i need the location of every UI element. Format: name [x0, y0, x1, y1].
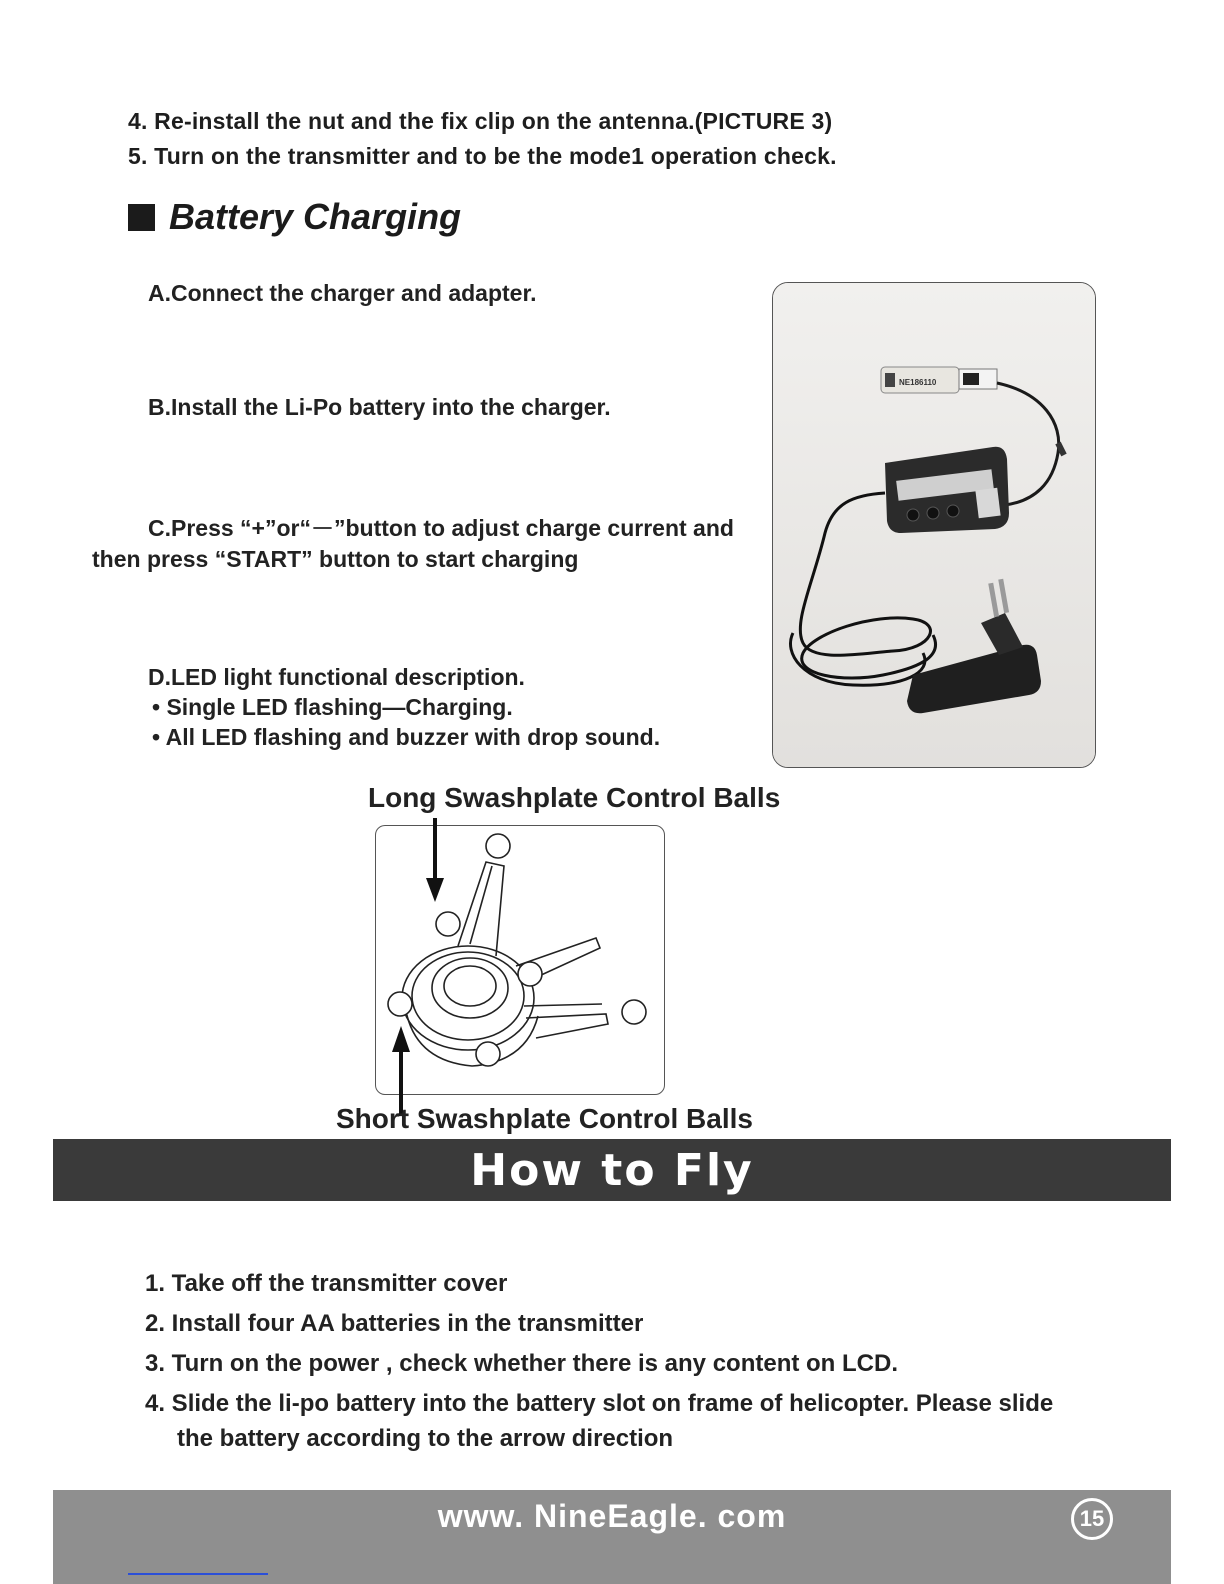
intro-step-5: 5. Turn on the transmitter and to be the mode1 operation check.: [128, 143, 837, 169]
short-swashplate-caption: Short Swashplate Control Balls: [336, 1103, 753, 1134]
charger-photo: [772, 282, 1096, 768]
square-bullet-icon: [128, 204, 155, 231]
short-ball-left: [388, 992, 412, 1016]
intro-step-4: 4. Re-install the nut and the fix clip on the antenna.(PICTURE 3): [128, 108, 833, 134]
charging-step-b: B.Install the Li-Po battery into the charger.: [148, 394, 611, 420]
charging-step-a: A.Connect the charger and adapter.: [148, 280, 537, 306]
how-to-fly-title: How to Fly: [470, 1144, 754, 1196]
page-number-badge: 15: [1071, 1498, 1113, 1540]
long-ball-top: [486, 834, 510, 858]
led-bullet-1: • Single LED flashing—Charging.: [152, 694, 513, 720]
website-url: www. NineEagle. com: [437, 1498, 787, 1534]
footer-bar: [53, 1490, 1171, 1584]
fly-step-4-continued: the battery according to the arrow direction: [177, 1425, 674, 1452]
fly-step-2: 2. Install four AA batteries in the transmitter: [145, 1310, 644, 1337]
fly-step-4: 4. Slide the li-po battery into the battery slot on frame of helicopter. Please slide: [145, 1390, 1054, 1417]
down-arrow-icon: [420, 818, 450, 904]
led-bullet-2: • All LED flashing and buzzer with drop sound.: [152, 724, 661, 750]
battery-label: NE186110: [899, 378, 937, 387]
swashplate-diagram: [375, 825, 665, 1095]
charging-step-c-line2: then press “START” button to start charging: [92, 546, 579, 572]
charging-step-d: D.LED light functional description.: [148, 664, 525, 690]
long-swashplate-caption: Long Swashplate Control Balls: [368, 782, 781, 813]
charger-illustration: [773, 283, 1095, 767]
how-to-fly-banner: [53, 1139, 1171, 1201]
ball-far-right: [622, 1000, 646, 1024]
ball-right: [518, 962, 542, 986]
long-ball-left: [436, 912, 460, 936]
charging-step-c-line1: C.Press “+”or“－”button to adjust charge current and: [148, 515, 734, 541]
battery-image: [881, 367, 997, 393]
fly-step-3: 3. Turn on the power , check whether there is any content on LCD.: [145, 1350, 898, 1377]
footer-divider: [128, 1573, 268, 1575]
short-ball-bottom: [476, 1042, 500, 1066]
battery-charging-title: Battery Charging: [169, 196, 462, 237]
battery-charging-heading: [128, 196, 461, 238]
fly-step-1: 1. Take off the transmitter cover: [145, 1270, 508, 1297]
